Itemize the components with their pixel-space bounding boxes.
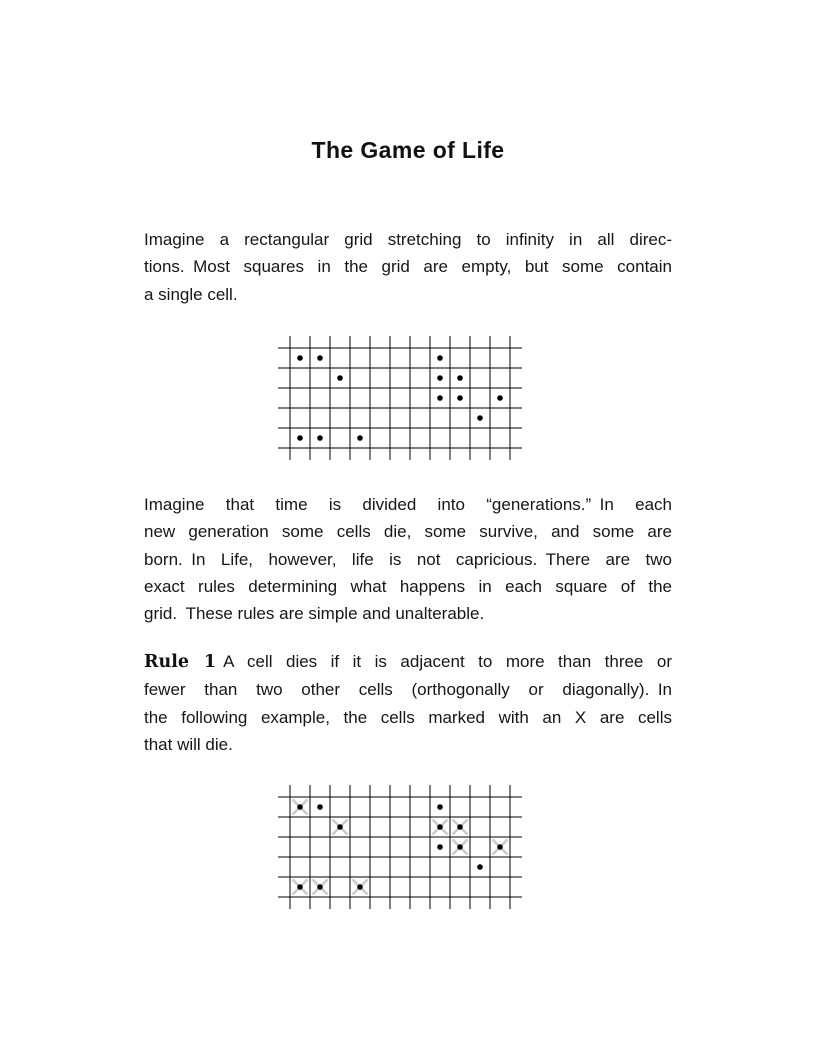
intro-paragraph	[144, 226, 672, 308]
page-title: The Game of Life	[311, 137, 505, 163]
text-line: exact rules determining what happens in each square of the	[144, 576, 672, 596]
text-line: new generation some cells die, some survive, and some are	[144, 522, 672, 542]
text-line: fewer than two other cells (orthogonally or diagonally). In	[144, 680, 672, 700]
rule1-paragraph	[144, 648, 672, 758]
rule1-label: Rule 1	[144, 652, 217, 672]
text-line: that will die.	[144, 734, 233, 754]
text-line: the following example, the cells marked with an X are cells	[144, 707, 672, 727]
text-line: tions. Most squares in the grid are empty, but some contain	[144, 257, 672, 277]
text-line: Imagine that time is divided into “generations.” In each	[144, 495, 672, 514]
text-line	[144, 648, 672, 676]
text-line: Imagine a rectangular grid stretching to infinity in all direc-	[144, 230, 672, 249]
generations-paragraph	[144, 491, 672, 627]
initial-grid-figure	[278, 336, 522, 460]
text-line: grid. These rules are simple and unalterable.	[144, 604, 485, 624]
dying-cells-grid-figure	[278, 785, 522, 909]
text-line: born. In Life, however, life is not capricious. There are two	[144, 549, 672, 569]
rule1-text: A cell dies if it is adjacent to more than three or	[223, 652, 672, 671]
text-line: a single cell.	[144, 284, 238, 304]
